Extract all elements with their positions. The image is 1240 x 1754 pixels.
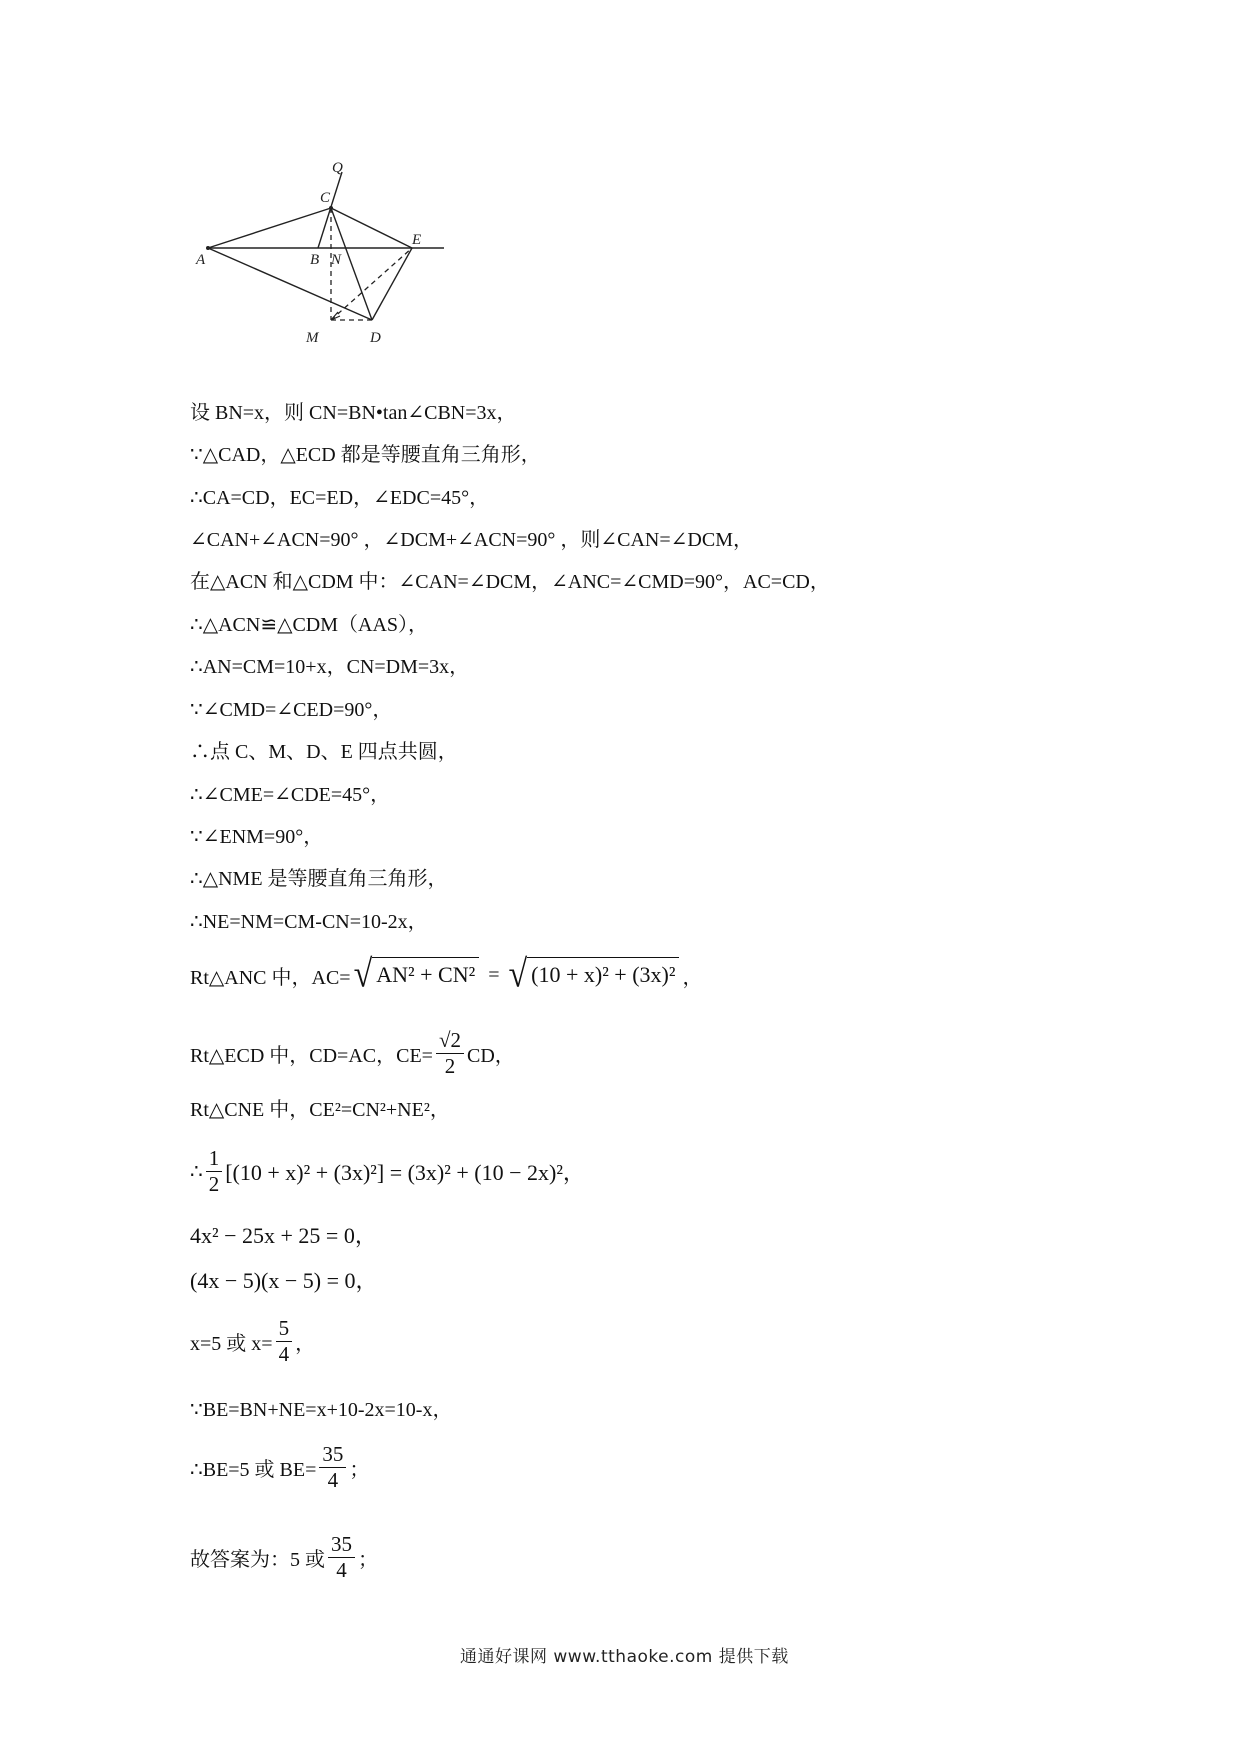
fraction-five-quarters xyxy=(276,1316,293,1367)
dashed-me xyxy=(331,248,412,320)
answer-end: ； xyxy=(358,1548,378,1571)
solution-line xyxy=(190,1310,315,1372)
sqrt-expanded: √ (10 + x)² + (3x)² xyxy=(508,957,679,993)
fraction-numerator: 35 xyxy=(319,1442,346,1468)
equation-body: [(10 + x)² + (3x)²] = (3x)² + (10 − 2x)²， xyxy=(225,1159,585,1185)
label-n: N xyxy=(331,252,342,268)
label-a: A xyxy=(196,252,206,268)
solution-end: ， xyxy=(295,1332,316,1355)
text-line: ∠CAN+∠ACN=90° ，∠DCM+∠ACN=90° ，则∠CAN=∠DCM， xyxy=(190,529,753,551)
solution-prefix: x=5 或 x= xyxy=(190,1332,273,1355)
text-line: 设 BN=x，则 CN=BN•tan∠CBN=3x， xyxy=(190,402,517,424)
text-line: ∵∠ENM=90°， xyxy=(190,826,324,848)
fraction-denominator: 4 xyxy=(327,1467,339,1492)
text-line: ∵△CAD，△ECD 都是等腰直角三角形， xyxy=(190,444,541,466)
text-line: ∴CA=CD，EC=ED，∠EDC=45°， xyxy=(190,487,490,509)
be-result-prefix: ∴BE=5 或 BE= xyxy=(190,1458,317,1481)
page-footer: 通通好课网 www.tthaoke.com 提供下载 xyxy=(460,1647,789,1667)
fraction-denominator: 4 xyxy=(336,1557,347,1582)
fraction-one-half xyxy=(206,1146,223,1197)
rt-anc-eq: = xyxy=(488,963,500,986)
sqrt-an-cn-radicand: AN² + CN² xyxy=(372,957,479,993)
rt-ecd-prefix: Rt△ECD 中，CD=AC，CE= xyxy=(190,1044,433,1067)
fraction-denominator: 2 xyxy=(444,1053,456,1078)
text-line: ∴△NME 是等腰直角三角形， xyxy=(190,868,448,890)
label-c: C xyxy=(320,190,331,206)
rt-anc-line xyxy=(190,950,702,1000)
line-bq xyxy=(318,172,342,248)
text-line: ∴AN=CM=10+x，CN=DM=3x， xyxy=(190,656,470,678)
fraction-denominator: 2 xyxy=(208,1171,220,1196)
label-e: E xyxy=(412,232,422,248)
fraction-sqrt2-over-2 xyxy=(436,1028,464,1079)
be-result-line xyxy=(190,1436,369,1498)
text-line: 在△ACN 和△CDM 中：∠CAN=∠DCM，∠ANC=∠CMD=90°，AC=CD， xyxy=(190,571,830,593)
segment-ed xyxy=(372,248,412,320)
quadratic-line: 4x² − 25x + 25 = 0， xyxy=(190,1223,377,1248)
fraction-35-quarters xyxy=(319,1442,346,1493)
label-m: M xyxy=(306,330,319,346)
text-line: ∴NE=NM=CM-CN=10-2x， xyxy=(190,911,428,933)
fraction-numerator: √2 xyxy=(436,1028,464,1054)
answer-prefix: 故答案为：5 或 xyxy=(190,1548,325,1571)
fraction-35-quarters-answer xyxy=(328,1532,355,1583)
text-line: ∴△ACN≌△CDM（AAS）， xyxy=(190,614,429,636)
segment-ad xyxy=(208,248,372,320)
label-b: B xyxy=(310,252,320,268)
fraction-numerator: 1 xyxy=(206,1146,223,1172)
rt-ecd-end: CD， xyxy=(467,1044,515,1067)
factor-line: (4x − 5)(x − 5) = 0， xyxy=(190,1268,378,1293)
fraction-numerator: 35 xyxy=(328,1532,355,1558)
fraction-numerator: 5 xyxy=(276,1316,293,1342)
label-q: Q xyxy=(332,160,343,176)
equation-line xyxy=(190,1140,585,1202)
segment-ac xyxy=(208,208,331,248)
rt-ecd-line xyxy=(190,1022,515,1084)
label-d: D xyxy=(370,330,381,346)
sqrt-expanded-radicand: (10 + x)² + (3x)² xyxy=(527,957,679,993)
be-line: ∵BE=BN+NE=x+10-2x=10-x， xyxy=(190,1399,453,1421)
rt-anc-prefix: Rt△ANC 中，AC= xyxy=(190,966,351,989)
geometry-figure xyxy=(190,160,450,360)
text-line: ∴点 C、M、D、E 四点共圆， xyxy=(190,741,458,763)
rt-anc-end: ， xyxy=(682,966,703,989)
fraction-denominator: 4 xyxy=(278,1341,290,1366)
be-result-end: ； xyxy=(349,1458,370,1481)
text-line: ∵∠CMD=∠CED=90°， xyxy=(190,699,393,721)
rt-cne-line: Rt△CNE 中，CE²=CN²+NE²， xyxy=(190,1099,450,1121)
answer-line xyxy=(190,1526,378,1588)
equation-prefix: ∴ xyxy=(190,1160,203,1183)
sqrt-an-cn: √ AN² + CN² xyxy=(354,957,480,993)
text-line: ∴∠CME=∠CDE=45°， xyxy=(190,784,391,806)
